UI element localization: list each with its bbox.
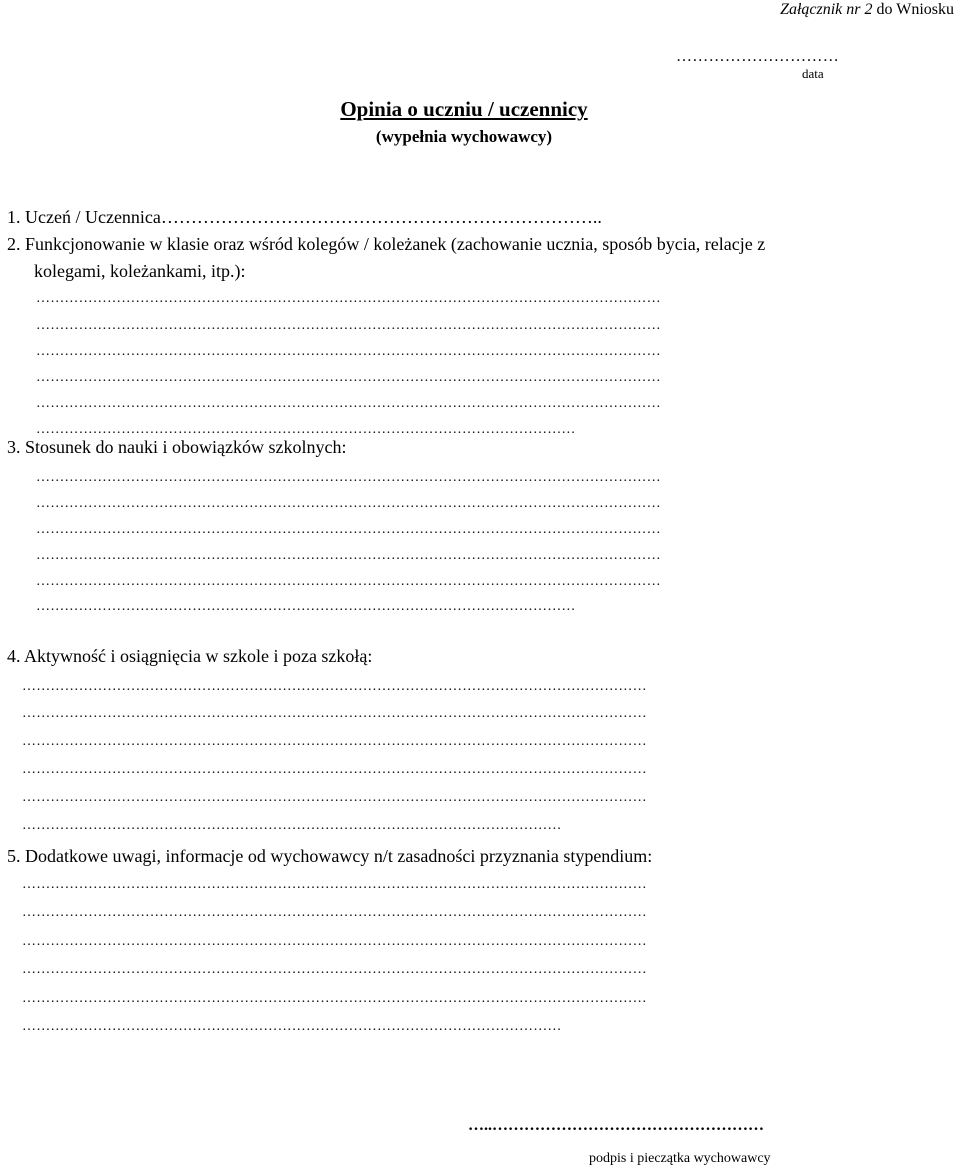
q2-answer-line[interactable]: …………………………………………………………………………………………………… (36, 422, 576, 437)
signature-field[interactable]: …..…………………………………………… (468, 1117, 764, 1134)
student-name-field[interactable]: 1. Uczeń / Uczennica……………………………………………………………….. (7, 207, 602, 227)
q5-answer-line[interactable]: …………………………………………………………………………………………………………………… (22, 877, 647, 892)
q5-answer-line[interactable]: …………………………………………………………………………………………………………………… (22, 991, 647, 1006)
q4-answer-line[interactable]: …………………………………………………………………………………………………………………… (22, 679, 647, 694)
q4-answer-line[interactable]: …………………………………………………………………………………………………………………… (22, 790, 647, 805)
q3-answer-line[interactable]: …………………………………………………………………………………………………………………… (36, 522, 661, 537)
q4-answer-line[interactable]: …………………………………………………………………………………………………………………… (22, 734, 647, 749)
attachment-number: Załącznik nr 2 (780, 1, 873, 18)
q2-answer-line[interactable]: …………………………………………………………………………………………………………………… (36, 370, 661, 385)
q3-answer-line[interactable]: …………………………………………………………………………………………………………………… (36, 574, 661, 589)
q2-answer-line[interactable]: …………………………………………………………………………………………………………………… (36, 344, 661, 359)
attachment-note (780, 1, 954, 19)
q3-answer-line[interactable]: …………………………………………………………………………………………………… (36, 599, 576, 614)
q4-answer-line[interactable]: …………………………………………………………………………………………………………………… (22, 706, 647, 721)
q2-label-continuation: kolegami, koleżankami, itp.): (34, 261, 246, 281)
q4-answer-line[interactable]: …………………………………………………………………………………………………………………… (22, 762, 647, 777)
q5-label: 5. Dodatkowe uwagi, informacje od wychowawcy n/t zasadności przyznania stypendium: (7, 846, 653, 866)
date-field[interactable]: ………………………… (676, 48, 839, 65)
q5-answer-line[interactable]: …………………………………………………………………………………………………………………… (22, 934, 647, 949)
q3-label: 3. Stosunek do nauki i obowiązków szkolnych: (7, 437, 347, 457)
q4-label: 4. Aktywność i osiągnięcia w szkole i poza szkołą: (7, 646, 373, 666)
q3-answer-line[interactable]: …………………………………………………………………………………………………………………… (36, 496, 661, 511)
page-title: Opinia o uczniu / uczennicy (340, 97, 588, 121)
q2-answer-line[interactable]: …………………………………………………………………………………………………………………… (36, 291, 661, 306)
q5-answer-line[interactable]: …………………………………………………………………………………………………… (22, 1019, 562, 1034)
page-subtitle: (wypełnia wychowawcy) (375, 127, 553, 146)
q3-answer-line[interactable]: …………………………………………………………………………………………………………………… (36, 548, 661, 563)
q2-label: 2. Funkcjonowanie w klasie oraz wśród kolegów / koleżanek (zachowanie ucznia, sposób bycia, relacje z (7, 234, 766, 254)
q5-answer-line[interactable]: …………………………………………………………………………………………………………………… (22, 962, 647, 977)
date-label: data (802, 66, 824, 81)
signature-label: podpis i pieczątka wychowawcy (589, 1151, 771, 1166)
q2-answer-line[interactable]: …………………………………………………………………………………………………………………… (36, 396, 661, 411)
q5-answer-line[interactable]: …………………………………………………………………………………………………………………… (22, 905, 647, 920)
q2-answer-line[interactable]: …………………………………………………………………………………………………………………… (36, 318, 661, 333)
q4-answer-line[interactable]: …………………………………………………………………………………………………… (22, 818, 562, 833)
q3-answer-line[interactable]: …………………………………………………………………………………………………………………… (36, 470, 661, 485)
attachment-suffix: do Wniosku (872, 1, 954, 18)
